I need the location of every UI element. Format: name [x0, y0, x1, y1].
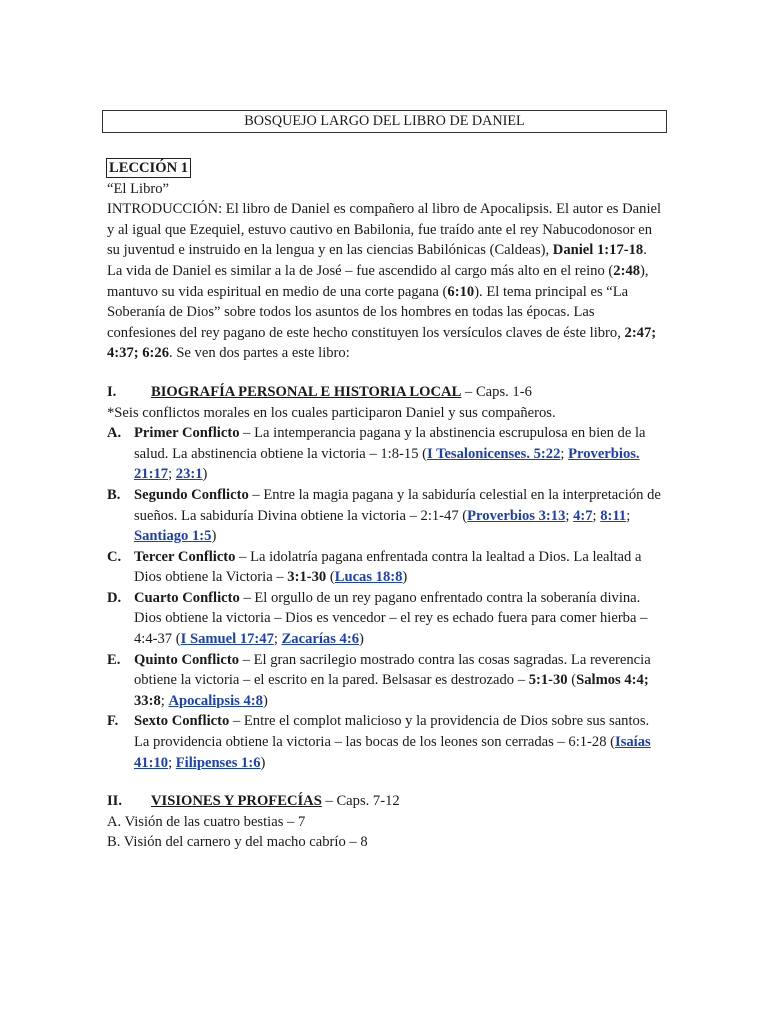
ref-link[interactable]: I Samuel 17:47 — [180, 631, 274, 648]
conflict-b: B. Segundo Conflicto – Entre la magia pagana y la sabiduría celestial en la interpretación de sueños. La sabiduría Divina obtiene la victoria – 2:1-47 (Proverbios 3:13; 4:7; 8:11; Santiago 1:5) — [107, 486, 661, 545]
ref-link[interactable]: Filipenses 1:6 — [175, 754, 261, 771]
conflict-c: C. Tercer Conflicto – La idolatría pagana enfrentada contra la lealtad a Dios. La lealtad a Dios obtiene la Victoria – 3:1-30 (Lucas 18:8) — [107, 548, 642, 586]
ref-link[interactable]: Santiago 1:5 — [134, 528, 212, 545]
intro-paragraph: INTRODUCCIÓN: El libro de Daniel es compañero al libro de Apocalipsis. El autor es Daniel y al igual que Ezequiel, estuvo cautivo en Babilonia, fue traído ante el rey Nabucodonosor en su juventud e instruido en la lengua y en las ciencias Babilónicas (Caldeas), Daniel 1:17-18. — [107, 201, 662, 259]
ref-link[interactable]: Zacarías 4:6 — [281, 631, 359, 648]
section-2-heading: II. VISIONES Y PROFECÍAS – Caps. 7-12 — [107, 793, 400, 810]
section-2-title: VISIONES Y PROFECÍAS — [151, 793, 322, 810]
section-1-heading: I. BIOGRAFÍA PERSONAL E HISTORIA LOCAL – Caps. 1-6 — [107, 383, 532, 400]
ref-link[interactable]: Isaías 41:10 — [134, 734, 651, 771]
verse-ref-bold: Daniel 1:17-18 — [552, 242, 644, 259]
ref-link[interactable]: Lucas 18:8 — [334, 569, 403, 586]
ref-link[interactable]: Proverbios. 21:17 — [134, 445, 640, 483]
section-1-title: BIOGRAFÍA PERSONAL E HISTORIA LOCAL — [151, 383, 462, 400]
conflict-e: E. Quinto Conflicto – El gran sacrilegio mostrado contra las cosas sagradas. La reverencia obtiene la victoria – el escrito en la pared. Belsasar es destrozado – 5:1-30 (Salmos 4:4; 33:8; Apocalipsis 4:8) — [107, 651, 651, 709]
conflict-f: F. Sexto Conflicto – Entre el complot malicioso y la providencia de Dios sobre sus santos. La providencia obtiene la victoria – las bocas de los leones son cerradas – 6:1-28 (Isaías 41:10; Filipenses 1:6) — [107, 713, 651, 771]
ref-link[interactable]: Apocalipsis 4:8 — [168, 692, 263, 709]
section-2-item: B. Visión del carnero y del macho cabrío – 8 — [107, 834, 368, 851]
section-2-item: A. Visión de las cuatro bestias – 7 — [107, 813, 306, 830]
lesson-heading: LECCIÓN 1 — [106, 158, 191, 178]
conflict-d: D. Cuarto Conflicto – El orgullo de un rey pagano enfrentado contra la soberanía divina. Dios obtiene la victoria – Dios es vencedor – el rey es echado fuera para comer hierba – 4:4-37 (I Samuel 17:47; Zacarías 4:6) — [107, 589, 648, 648]
document-body — [107, 158, 663, 853]
ref-link[interactable]: 8:11 — [600, 507, 627, 524]
theme-paragraph: La vida de Daniel es similar a la de José – fue ascendido al cargo más alto en el reino (2:48), mantuvo su vida espiritual en medio de una corte pagana (6:10). El tema principal es “La Soberanía de Dios” sobre todos los asuntos de los hombres en todas las épocas. Las confesiones del rey pagano de este hecho constituyen los versículos claves de éste libro, 2:47; 4:37; 6:26. Se ven dos partes a este libro: — [107, 262, 657, 362]
document-title: BOSQUEJO LARGO DEL LIBRO DE DANIEL — [102, 110, 667, 133]
ref-link[interactable]: I Tesalonicenses. 5:22 — [427, 445, 561, 462]
section-1-note: *Seis conflictos morales en los cuales participaron Daniel y sus compañeros. — [107, 404, 556, 421]
ref-link[interactable]: Proverbios 3:13 — [467, 507, 566, 524]
ref-link[interactable]: 23:1 — [175, 466, 203, 483]
lesson-subtitle: “El Libro” — [107, 180, 169, 197]
conflict-a: A. Primer Conflicto – La intemperancia pagana y la abstinencia escrupulosa en bien de la salud. La abstinencia obtiene la victoria – 1:8-15 (I Tesalonicenses. 5:22; Proverbios. 21:17; 23:1) — [107, 425, 646, 483]
ref-link[interactable]: 4:7 — [573, 507, 593, 524]
